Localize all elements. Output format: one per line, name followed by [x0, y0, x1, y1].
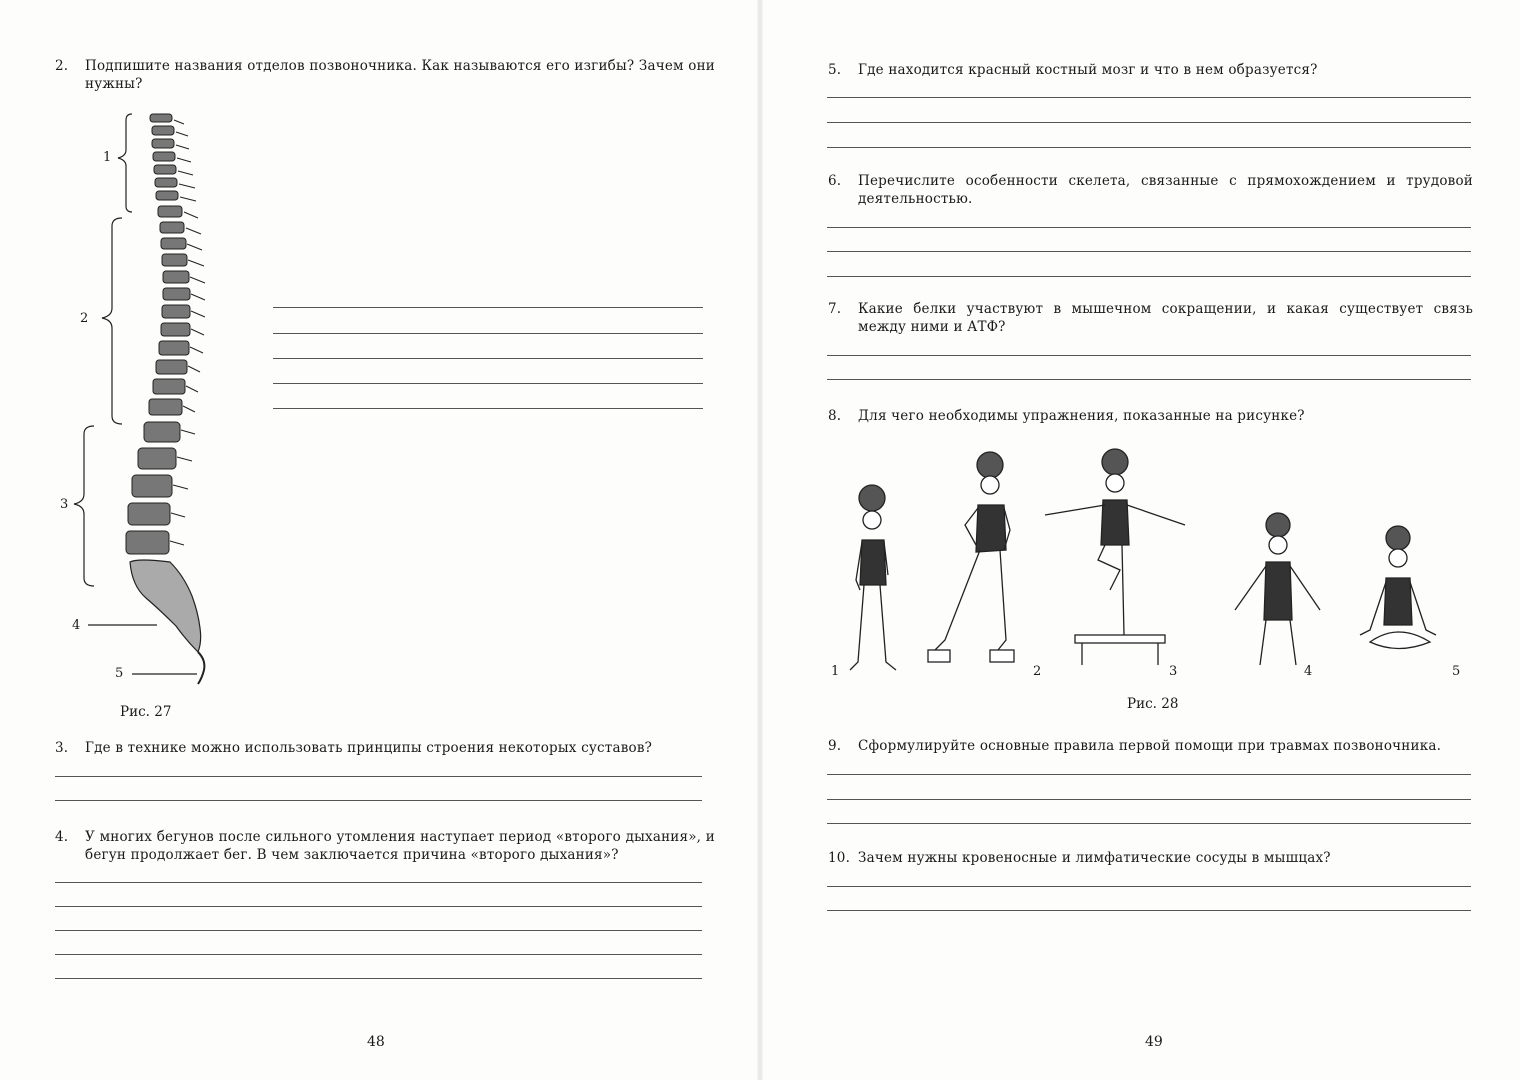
answer-line[interactable] [55, 776, 702, 777]
answer-line[interactable] [827, 251, 1471, 252]
question-5-number: 5. [828, 62, 842, 78]
spine-label-1: 1 [103, 150, 112, 165]
exercise-label-4: 4 [1304, 664, 1313, 679]
question-7-text: Какие белки участвуют в мышечном сокращении, и какая существует связь между ними и АТФ? [858, 301, 1473, 335]
question-4-number: 4. [55, 829, 69, 845]
question-6 [828, 172, 1473, 208]
question-8-number: 8. [828, 408, 842, 424]
spine-label-4: 4 [72, 618, 81, 633]
question-6-number: 6. [828, 173, 842, 189]
question-2-number: 2. [55, 58, 69, 74]
question-5 [828, 61, 1473, 79]
question-10-text: Зачем нужны кровеносные и лимфатические сосуды в мышцах? [858, 850, 1331, 866]
question-8-text: Для чего необходимы упражнения, показанные на рисунке? [858, 408, 1305, 424]
answer-line[interactable] [55, 882, 702, 883]
answer-line[interactable] [55, 906, 702, 907]
question-6-text: Перечислите особенности скелета, связанные с прямохождением и трудовой деятельностью. [858, 173, 1473, 207]
figure-27-caption: Рис. 27 [120, 704, 172, 720]
spine-label-5: 5 [115, 666, 124, 681]
page-number: 49 [1145, 1034, 1163, 1050]
answer-line[interactable] [827, 227, 1471, 228]
exercise-label-3: 3 [1169, 664, 1178, 679]
question-2-text: Подпишите названия отделов позвоночника. Как называются его изгибы? Зачем они нужны? [85, 58, 715, 92]
answer-line[interactable] [273, 333, 703, 334]
answer-line[interactable] [273, 408, 703, 409]
exercise-figures [830, 450, 1470, 680]
answer-line[interactable] [273, 358, 703, 359]
question-9-number: 9. [828, 738, 842, 754]
answer-line[interactable] [55, 930, 702, 931]
question-5-text: Где находится красный костный мозг и что в нем образуется? [858, 62, 1318, 78]
figure-28-caption: Рис. 28 [1127, 696, 1179, 712]
answer-line[interactable] [827, 910, 1471, 911]
question-4 [55, 828, 715, 864]
answer-line[interactable] [273, 383, 703, 384]
exercise-label-5: 5 [1452, 664, 1461, 679]
question-4-text: У многих бегунов после сильного утомления наступает период «второго дыхания», и бегун продолжает бег. В чем заключается причина «второго дыхания»? [85, 829, 715, 863]
spine-diagram [60, 100, 260, 700]
page-number: 48 [367, 1034, 385, 1050]
question-10-number: 10. [828, 850, 851, 866]
answer-line[interactable] [827, 799, 1471, 800]
answer-line[interactable] [827, 276, 1471, 277]
question-7-number: 7. [828, 301, 842, 317]
answer-line[interactable] [827, 355, 1471, 356]
question-3 [55, 739, 715, 757]
question-9 [828, 737, 1473, 755]
answer-line[interactable] [827, 122, 1471, 123]
answer-line[interactable] [827, 823, 1471, 824]
question-9-text: Сформулируйте основные правила первой помощи при травмах позвоночника. [858, 738, 1442, 754]
answer-line[interactable] [827, 147, 1471, 148]
question-3-text: Где в технике можно использовать принципы строения некоторых суставов? [85, 740, 653, 756]
spine-label-3: 3 [60, 497, 69, 512]
question-8 [828, 407, 1473, 425]
question-7 [828, 300, 1473, 336]
answer-line[interactable] [827, 774, 1471, 775]
answer-line[interactable] [827, 379, 1471, 380]
exercise-label-2: 2 [1033, 664, 1042, 679]
answer-line[interactable] [827, 886, 1471, 887]
answer-line[interactable] [55, 978, 702, 979]
question-2 [55, 57, 715, 93]
question-10 [828, 849, 1473, 867]
answer-line[interactable] [55, 954, 702, 955]
exercise-label-1: 1 [831, 664, 840, 679]
answer-line[interactable] [55, 800, 702, 801]
answer-line[interactable] [827, 97, 1471, 98]
answer-line[interactable] [273, 307, 703, 308]
question-3-number: 3. [55, 740, 69, 756]
spine-label-2: 2 [80, 311, 89, 326]
page-49 [760, 0, 1520, 1080]
